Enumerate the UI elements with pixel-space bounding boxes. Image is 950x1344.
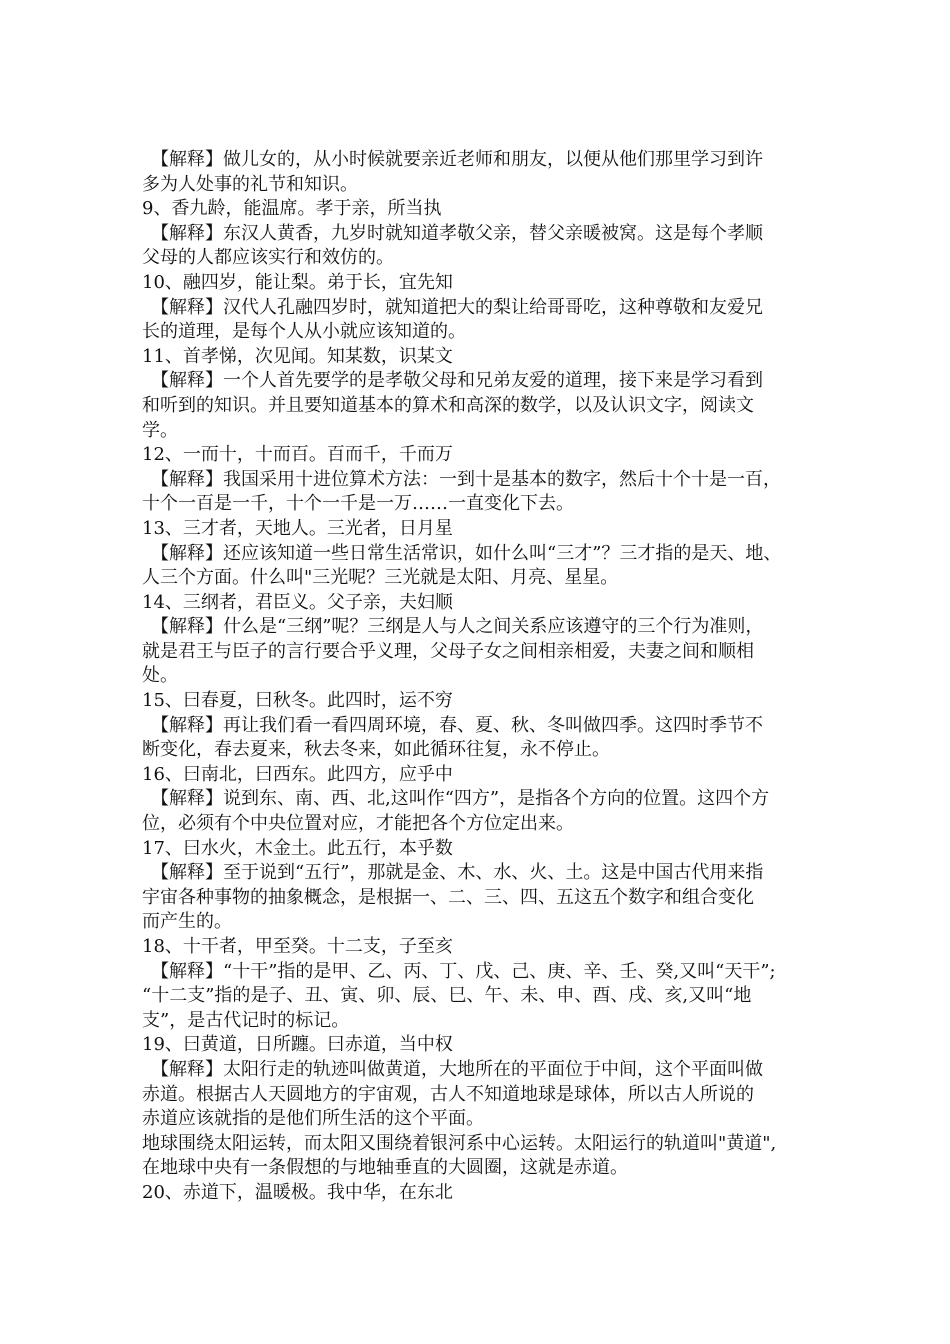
text-line: 【解释】再让我们看一看四周环境，春、夏、秋、冬叫做四季。这四时季节不 <box>151 714 763 736</box>
text-line: 【解释】我国采用十进位算术方法：一到十是基本的数字，然后十个十是一百， <box>151 468 781 490</box>
text-line: 宇宙各种事物的抽象概念，是根据一、二、三、四、五这五个数字和组合变化 <box>142 886 754 908</box>
text-line: 18、十干者，甲至癸。十二支，子至亥 <box>142 936 453 957</box>
text-line: 【解释】东汉人黄香，九岁时就知道孝敬父亲，替父亲暖被窝。这是每个孝顺 <box>151 222 763 244</box>
text-line: 学。 <box>142 419 178 441</box>
document-body <box>142 148 822 1206</box>
text-line: 【解释】什么是“三纲”呢？三纲是人与人之间关系应该遵守的三个行为准则， <box>151 616 764 638</box>
text-line: 赤道。根据古人天圆地方的宇宙观，古人不知道地球是球体，所以古人所说的 <box>142 1083 754 1105</box>
text-line: 多为人处事的礼节和知识。 <box>142 173 358 195</box>
text-line: 【解释】一个人首先要学的是孝敬父母和兄弟友爱的道理，接下来是学习看到 <box>151 370 763 392</box>
text-line: 12、一而十，十而百。百而千，千而万 <box>142 444 453 466</box>
text-line: 19、曰黄道，日所躔。曰赤道，当中权 <box>142 1034 453 1056</box>
text-line: 11、首孝悌，次见闻。知某数，识某文 <box>142 345 453 367</box>
text-line: 位，必须有个中央位置对应，才能把各个方位定出来。 <box>142 813 574 835</box>
text-line: 和听到的知识。并且要知道基本的算术和高深的数学，以及认识文字，阅读文 <box>142 394 754 416</box>
text-line: 【解释】至于说到“五行”，那就是金、木、水、火、土。这是中国古代用来指 <box>151 862 764 884</box>
text-line: 长的道理，是每个人从小就应该知道的。 <box>142 321 466 343</box>
text-line: 就是君王与臣子的言行要合乎义理，父母子女之间相亲相爱，夫妻之间和顺相 <box>142 640 754 662</box>
text-line: 17、曰水火，木金土。此五行，本乎数 <box>142 837 453 859</box>
text-line: 赤道应该就指的是他们所生活的这个平面。 <box>142 1108 484 1130</box>
text-line: 处。 <box>142 665 178 687</box>
text-line: “十二支”指的是子、丑、寅、卯、辰、巳、午、未、申、酉、戌、亥,又叫“地 <box>142 985 752 1007</box>
text-line: 在地球中央有一条假想的与地轴垂直的大圆圈，这就是赤道。 <box>142 1157 628 1179</box>
text-line: 支”，是古代记时的标记。 <box>142 1009 350 1031</box>
text-line: 10、融四岁，能让梨。弟于长，宜先知 <box>142 271 453 293</box>
text-line: 【解释】汉代人孔融四岁时，就知道把大的梨让给哥哥吃，这种尊敬和友爱兄 <box>151 296 763 318</box>
text-line: 【解释】做儿女的，从小时候就要亲近老师和朋友，以便从他们那里学习到许 <box>151 149 763 170</box>
text-line: 20、赤道下，温暖极。我中华，在东北 <box>142 1181 453 1203</box>
text-line: 9、香九龄，能温席。孝于亲，所当执 <box>142 198 442 220</box>
text-line: 【解释】说到东、南、西、北,这叫作“四方”，是指各个方向的位置。这四个方 <box>151 788 770 810</box>
text-line: 父母的人都应该实行和效仿的。 <box>142 247 394 269</box>
text-line: 地球围绕太阳运转，而太阳又围绕着银河系中心运转。太阳运行的轨道叫"黄道", <box>142 1132 777 1154</box>
text-line: 断变化，春去夏来，秋去冬来，如此循环往复，永不停止。 <box>142 739 610 761</box>
text-line: 而产生的。 <box>142 911 232 933</box>
text-line: 【解释】太阳行走的轨迹叫做黄道，大地所在的平面位于中间，这个平面叫做 <box>151 1058 763 1080</box>
text-line: 【解释】“十干”指的是甲、乙、丙、丁、戊、己、庚、辛、壬、癸,又叫“天干”; <box>151 960 776 982</box>
text-line: 人三个方面。什么叫"三光呢？三光就是太阳、月亮、星星。 <box>142 567 619 589</box>
text-line: 13、三才者，天地人。三光者，日月星 <box>142 517 453 539</box>
text-line: 【解释】还应该知道一些日常生活常识，如什么叫“三才”？三才指的是天、地、 <box>151 542 782 564</box>
text-line: 16、曰南北，曰西东。此四方，应乎中 <box>142 763 453 785</box>
text-line: 15、曰春夏，曰秋冬。此四时，运不穷 <box>142 690 453 712</box>
text-line: 14、三纲者，君臣义。父子亲，夫妇顺 <box>142 591 453 613</box>
text-line: 十个一百是一千，十个一千是一万……一直变化下去。 <box>142 493 574 515</box>
